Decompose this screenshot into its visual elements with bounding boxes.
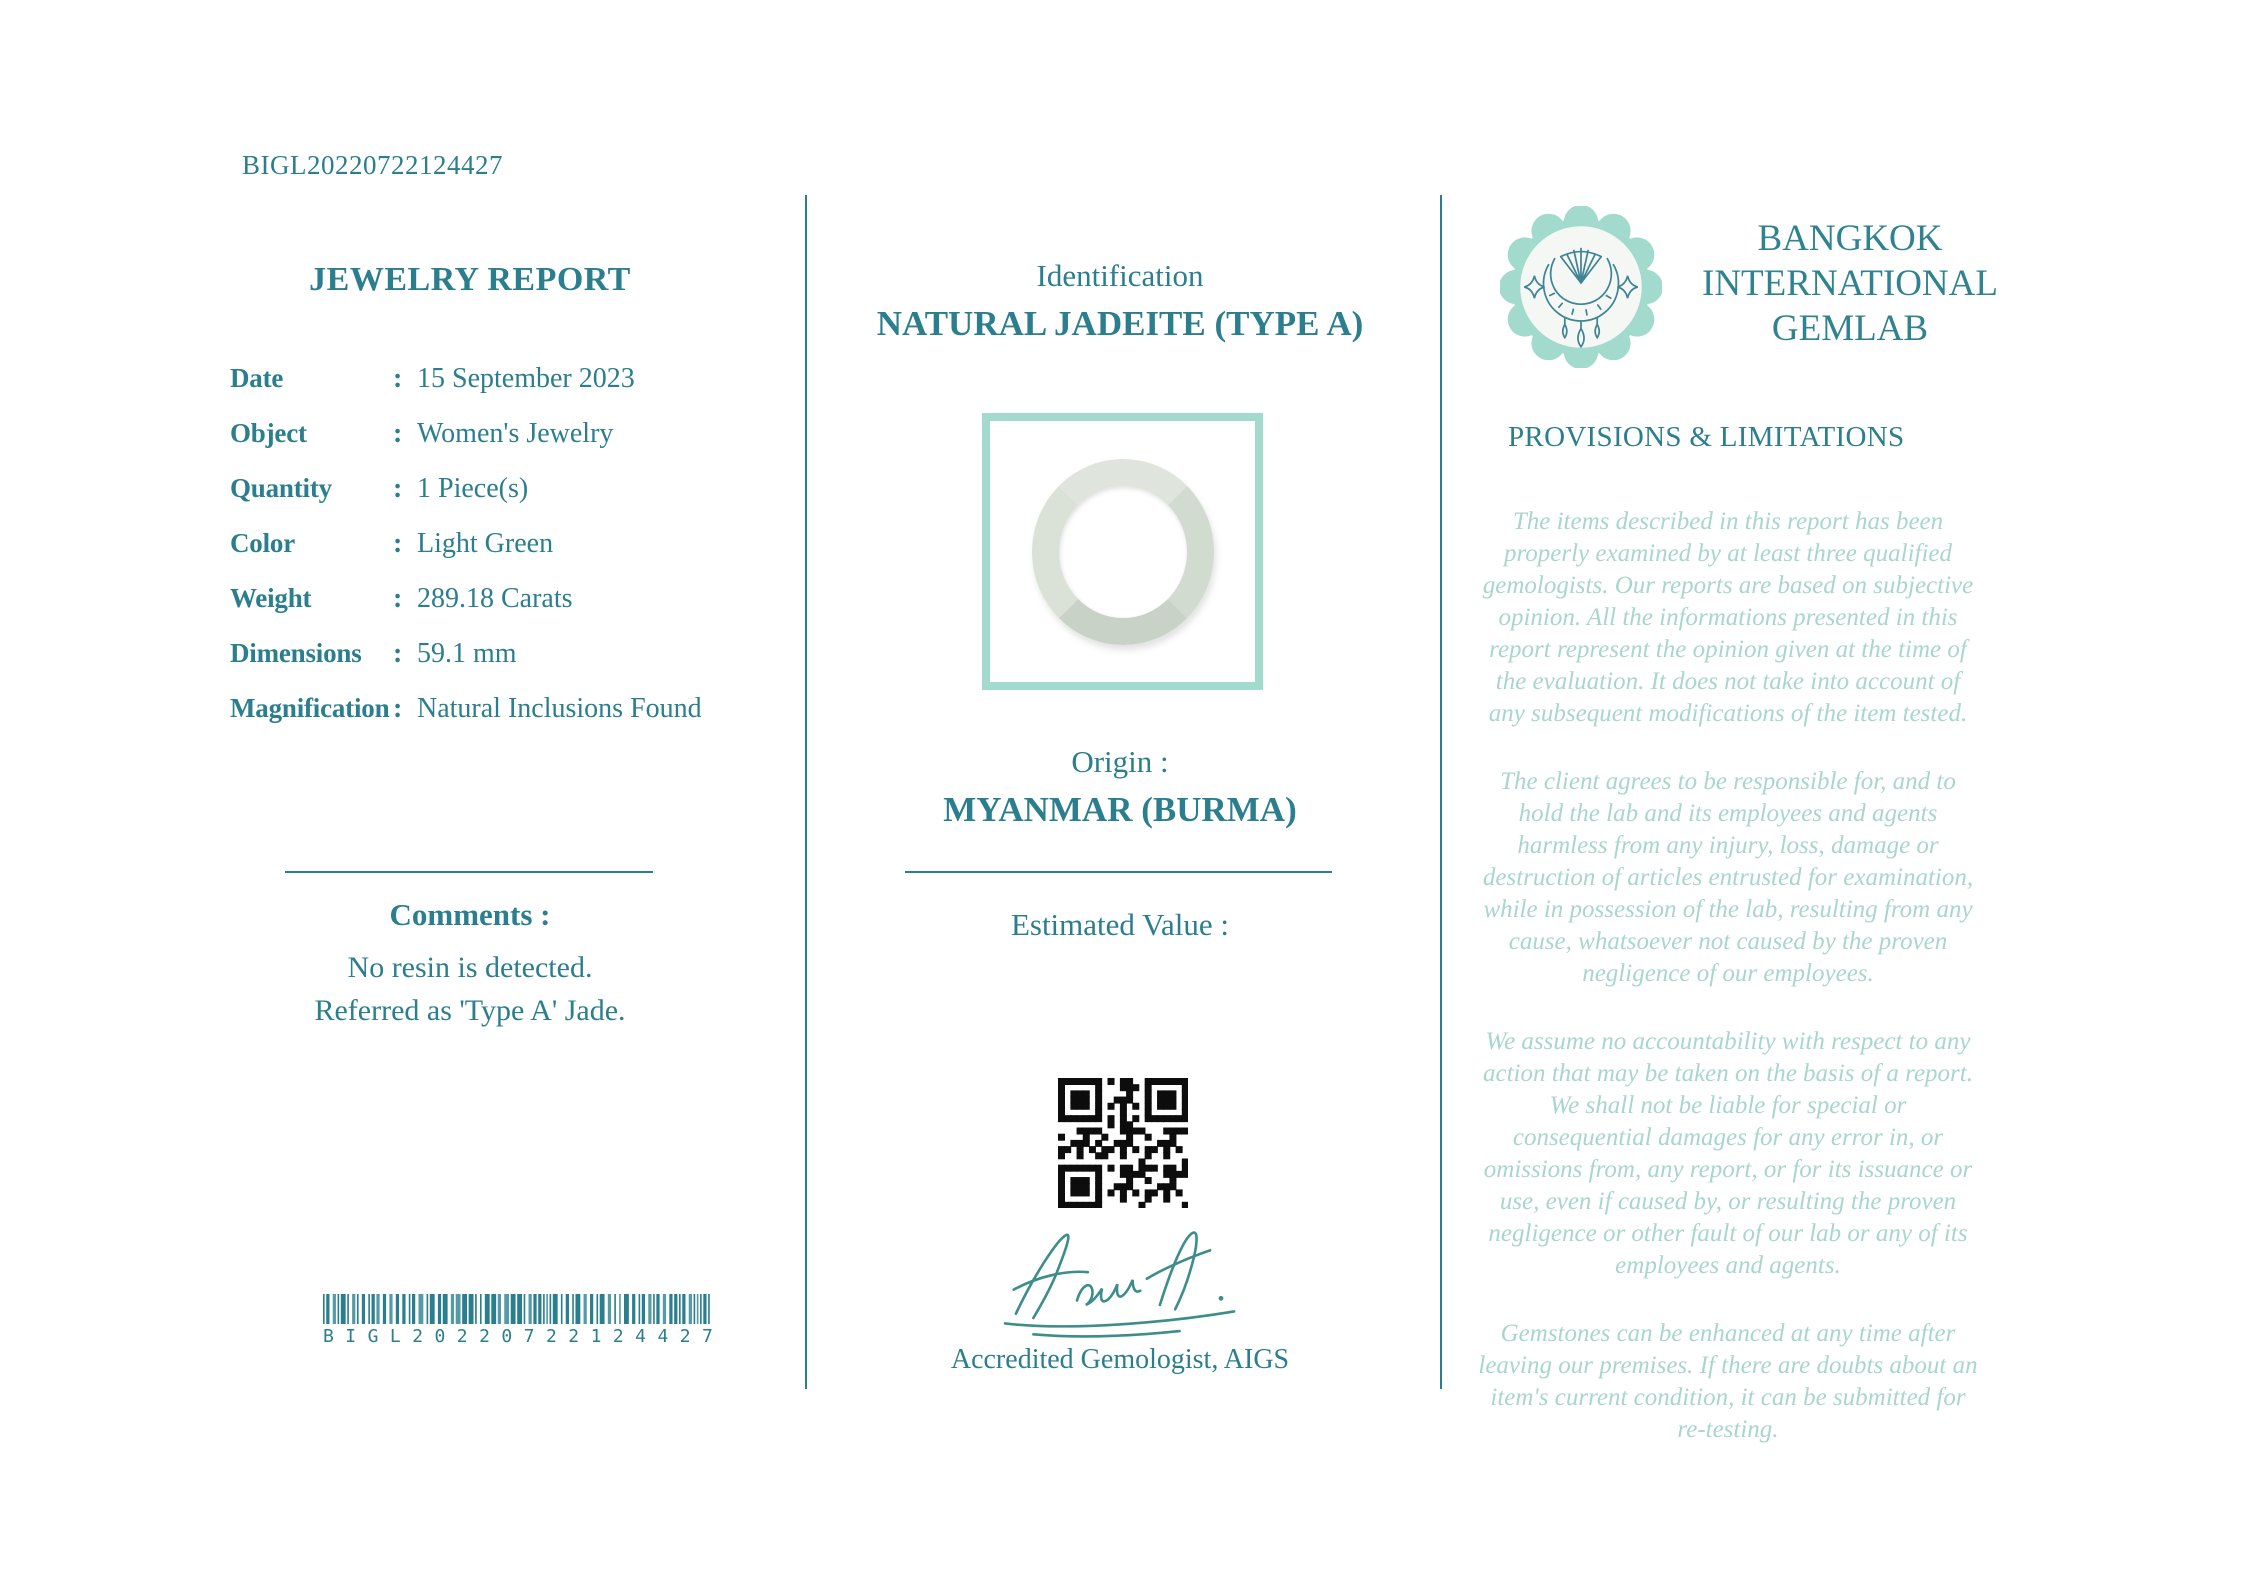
- field-colon: :: [393, 418, 403, 449]
- provision-paragraph-1: The items described in this report has been properly examined by at least three qualified gemologists. Our reports are based on subjective opinion. All the informations presented in this report represent the opinion given at the time of the evaluation. It does not take into account of any subsequent modifications of the item tested.: [1482, 508, 1974, 727]
- field-colon: :: [393, 583, 403, 614]
- field-row-quantity: [230, 473, 750, 528]
- field-label: Color: [230, 528, 295, 558]
- column-divider-left: [805, 195, 807, 1389]
- comments-text: [160, 946, 780, 1032]
- field-value: 15 September 2023: [417, 363, 635, 394]
- field-label: Quantity: [230, 473, 332, 503]
- provision-paragraph-2: The client agrees to be responsible for, and to hold the lab and its employees and agents harmless from any injury, loss, damage or destruction of articles entrusted for examination, while in possession of the lab, resulting from any cause, whatsoever not caused by the proven negligence of our employees.: [1482, 768, 1974, 987]
- field-colon: :: [393, 693, 403, 724]
- field-row-object: [230, 418, 750, 473]
- field-colon: :: [393, 528, 403, 559]
- lab-name-line-1: BANGKOK: [1757, 218, 1943, 259]
- field-row-color: [230, 528, 750, 583]
- identification-result: NATURAL JADEITE (TYPE A): [876, 304, 1364, 343]
- item-photo-frame: [982, 413, 1263, 690]
- field-label: Dimensions: [230, 638, 362, 668]
- field-value: Light Green: [417, 528, 554, 559]
- lab-name-line-3: GEMLAB: [1771, 308, 1929, 349]
- field-value: 1 Piece(s): [417, 473, 529, 504]
- field-row-magnification: [230, 693, 750, 748]
- report-code: BIGL20220722124427: [242, 150, 503, 180]
- identification-heading: Identification: [1036, 258, 1204, 293]
- field-value: Natural Inclusions Found: [417, 693, 702, 724]
- provision-paragraph-3: We assume no accountability with respect to any action that may be taken on the basis of a report. We shall not be liable for special or consequential damages for any error in, or omissions from, any report, or for its issuance or use, even if caused by, or resulting the proven negligence or other fault of our lab or any of its employees and agents.: [1483, 1028, 1973, 1279]
- barcode-text: B I G L 2 0 2 2 0 7 2 2 1 2 4 4 2 7: [323, 1326, 713, 1347]
- origin-value: MYANMAR (BURMA): [943, 790, 1297, 829]
- estimated-value-label: Estimated Value :: [1010, 907, 1230, 942]
- field-label: Weight: [230, 583, 312, 613]
- provisions-text: [1478, 506, 1978, 1482]
- field-colon: :: [393, 363, 403, 394]
- field-label: Magnification: [230, 693, 390, 723]
- field-value: Women's Jewelry: [417, 418, 614, 449]
- qr-code: [1058, 1078, 1188, 1208]
- comments-line-1: No resin is detected.: [347, 951, 593, 984]
- comments-line-2: Referred as 'Type A' Jade.: [314, 994, 626, 1027]
- field-row-date: [230, 363, 750, 418]
- estimated-value-separator: [905, 871, 1332, 873]
- comments-heading: Comments :: [389, 897, 551, 932]
- field-value: 289.18 Carats: [417, 583, 573, 614]
- field-label: Object: [230, 418, 307, 448]
- page-title: JEWELRY REPORT: [309, 261, 631, 298]
- provision-paragraph-4: Gemstones can be enhanced at any time after leaving our premises. If there are doubts about an item's current condition, it can be submitted for re-testing.: [1478, 1320, 1978, 1443]
- gemologist-credit: Accredited Gemologist, AIGS: [950, 1344, 1290, 1375]
- comments-separator: [285, 871, 653, 873]
- field-colon: :: [393, 638, 403, 669]
- field-label: Date: [230, 363, 284, 393]
- jade-bangle-photo: [1032, 459, 1214, 645]
- lab-name: [1680, 216, 2020, 351]
- report-fields: [230, 363, 750, 748]
- provisions-heading: PROVISIONS & LIMITATIONS: [1508, 421, 1905, 453]
- gemologist-signature: [990, 1222, 1260, 1342]
- field-row-weight: [230, 583, 750, 638]
- lab-logo: [1500, 206, 1662, 368]
- field-colon: :: [393, 473, 403, 504]
- lab-name-line-2: INTERNATIONAL: [1702, 263, 1998, 304]
- barcode: [323, 1294, 713, 1324]
- field-row-dimensions: [230, 638, 750, 693]
- origin-label: Origin :: [1071, 744, 1169, 779]
- column-divider-right: [1440, 195, 1442, 1389]
- field-value: 59.1 mm: [417, 638, 517, 669]
